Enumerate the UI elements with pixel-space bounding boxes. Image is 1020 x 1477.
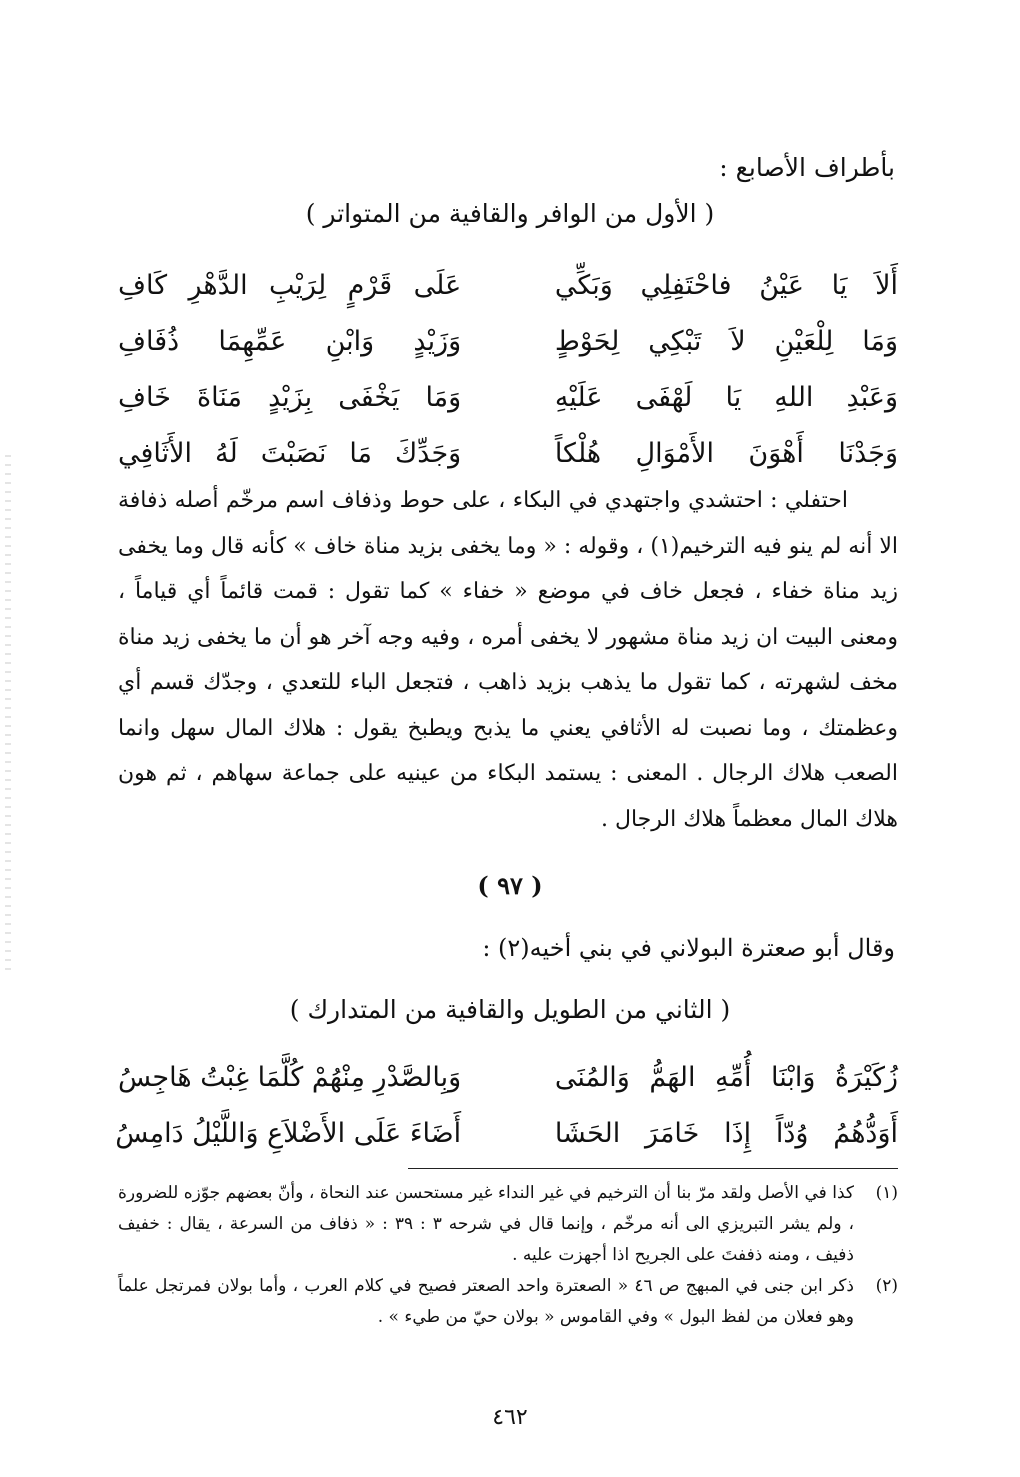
verse-first-hemistich: أَلاَ يَا عَيْنُ فاحْتَفِلِي وَبَكِّي xyxy=(554,270,898,301)
verse-first-hemistich: أَوَدُّهُمُ وُدّاً إِذَا خَامَرَ الحَشَا xyxy=(554,1118,898,1149)
page-number: ٤٦٢ xyxy=(492,1405,528,1430)
intro-line: بأطراف الأصابع : xyxy=(719,153,895,182)
footnote-number: (٢) xyxy=(875,1276,898,1296)
verse-line xyxy=(118,1050,898,1106)
verse-line xyxy=(118,258,898,314)
verse-second-hemistich: وَزَيْدٍ وَابْنِ عَمِّهِمَا ذُفَافِ xyxy=(118,326,462,357)
footnote-text: ذكر ابن جنى في المبهج ص ٤٦ « الصعترة واحد الصعتر فصيح في كلام العرب ، وأما بولان فمرتجل علماً وهو فعلان من لفظ البول » وفي القاموس « بولان حيّ من طيء » . xyxy=(118,1276,854,1327)
verse-second-hemistich: وَبِالصَّدْرِ مِنْهُمْ كُلَّمَا غِبْتُ هَاجِسُ xyxy=(118,1062,462,1093)
poem-1 xyxy=(118,258,898,482)
commentary-paragraph: احتفلي : احتشدي واجتهدي في البكاء ، على حوط وذفاف اسم مرخّم أصله ذفافة الا أنه لم ينو فيه الترخيم(١) ، وقوله : « وما يخفى بزيد مناة خاف » كأنه قال وما يخفى زيد مناة خفاء ، فجعل خاف في موضع « خفاء » كما تقول : قمت قائماً أي قياماً ، ومعنى البيت ان زيد مناة مشهور لا يخفى أمره ، وفيه وجه آخر هو أن ما يخفى زيد مناة مخف لشهرته ، كما تقول ما يذهب بزيد ذاهب ، فتجعل الباء للتعدي ، وجدّك قسم أي وعظمتك ، وما نصبت له الأثافي يعني ما يذبح ويطبخ يقول : هلاك المال سهل وانما الصعب هلاك الرجال . المعنى : يستمد البكاء من عينيه على جماعة سهاهم ، ثم هون هلاك المال معظماً هلاك الرجال . xyxy=(118,488,898,832)
verse-first-hemistich: وَمَا لِلْعَيْنِ لاَ تَبْكِي لِحَوْطٍ xyxy=(554,326,898,357)
footnote xyxy=(118,1271,898,1333)
verse-line xyxy=(118,370,898,426)
section-intro: وقال أبو صعترة البولاني في بني أخيه(٢) : xyxy=(482,934,895,962)
verse-line xyxy=(118,314,898,370)
verse-second-hemistich: وَجَدِّكَ مَا نَصَبْتَ لَهُ الأَثَافِي xyxy=(118,438,462,469)
verse-first-hemistich: وَجَدْنَا أَهْوَنَ الأَمْوَالِ هُلْكاً xyxy=(554,438,898,469)
section-number: ( ٩٧ ) xyxy=(477,871,543,900)
verse-second-hemistich: وَمَا يَخْفَى بِزَيْدٍ مَنَاةَ خَافِ xyxy=(118,382,462,413)
verse-first-hemistich: وَعَبْدِ اللهِ يَا لَهْفَى عَلَيْهِ xyxy=(554,382,898,413)
footnote-divider xyxy=(408,1168,898,1169)
poem-2 xyxy=(115,1050,898,1162)
verse-second-hemistich: أَضَاءَ عَلَى الأَضْلاَعِ وَاللَّيْلُ دَامِسُ xyxy=(115,1118,462,1149)
footnotes xyxy=(118,1178,898,1333)
footnote-number: (١) xyxy=(875,1183,898,1203)
verse-line xyxy=(118,426,898,482)
verse-first-hemistich: زُكَيْرَةُ وَابْنَا أُمِّهِ الهَمُّ وَالمُنَى xyxy=(554,1062,898,1093)
footnote xyxy=(118,1178,898,1271)
meter-heading-2: ( الثاني من الطويل والقافية من المتدارك ) xyxy=(289,995,731,1024)
meter-heading-1: ( الأول من الوافر والقافية من المتواتر ) xyxy=(305,199,715,228)
verse-line xyxy=(115,1106,898,1162)
verse-second-hemistich: عَلَى قَرْمٍ لِرَيْبِ الدَّهْرِ كَافِ xyxy=(118,270,462,301)
footnote-text: كذا في الأصل ولقد مرّ بنا أن الترخيم في غير النداء غير مستحسن عند النحاة ، وأنّ بعضهم جوّزه للضرورة ، ولم يشر التبريزي الى أنه مرخّم ، وإنما قال في شرحه ٣ : ٣٩ : « ذفاف من السرعة ، يقال : خفيف ذفيف ، ومنه ذففتَ على الجريح اذا أجهزت عليه . xyxy=(118,1183,854,1265)
